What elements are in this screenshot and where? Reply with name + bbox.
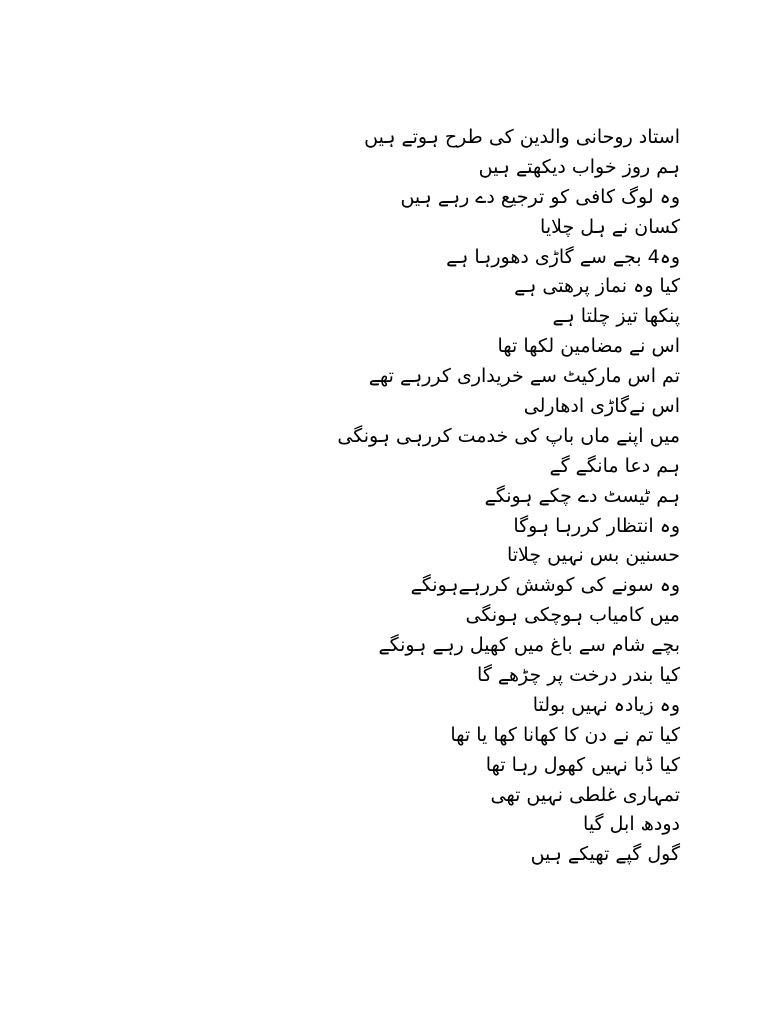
sentence-line-10: اس نےگاڑی ادھارلی	[523, 395, 680, 418]
sentence-line-5: وہ4 بجے سے گاڑی دھورہا ہے	[446, 245, 680, 268]
sentence-line-24: دودھ ابل گیا	[583, 813, 680, 836]
sentence-list	[260, 123, 680, 870]
sentence-line-8: اس نے مضامین لکھا تھا	[497, 335, 680, 358]
sentence-line-21: کیا تم نے دن کا کھانا کھا یا تھا	[450, 723, 680, 746]
sentence-line-17: میں کامیاب ہوچکی ہونگی	[465, 604, 680, 627]
sentence-line-6: کیا وہ نماز پرھتی ہے	[514, 275, 680, 298]
sentence-line-11: میں اپنے ماں باپ کی خدمت کررہی ہونگی	[337, 424, 680, 447]
sentence-line-2: ہم روز خواب دیکھتے ہیں	[478, 155, 680, 178]
sentence-line-25: گول گپے تھیکے ہیں	[530, 843, 680, 866]
sentence-line-12: ہم دعا مانگے گے	[549, 454, 680, 477]
sentence-line-15: حسنین بس نہیں چلاتا	[506, 544, 680, 567]
sentence-line-14: وہ انتظار کررہا ہوگا	[513, 514, 680, 537]
sentence-line-23: تمہاری غلطی نہیں تھی	[490, 783, 680, 806]
sentence-line-20: وہ زیادہ نہیں بولتا	[532, 693, 680, 716]
sentence-line-4: کسان نے ہل چلایا	[540, 215, 680, 238]
sentence-line-1: استاد روحانی والدین کی طرح ہوتے ہیں	[364, 126, 680, 148]
sentence-line-7: پنکھا تیز چلتا ہے	[552, 305, 680, 328]
sentence-line-9: تم اس مارکیٹ سے خریداری کررہے تھے	[368, 365, 680, 388]
sentence-line-13: ہم ٹیسٹ دے چکے ہونگے	[484, 484, 680, 507]
sentence-line-16: وہ سونے کی کوشش کررہےہونگے	[410, 574, 680, 597]
sentence-line-22: کیا ڈبا نہیں کھول رہا تھا	[485, 753, 680, 776]
sentence-line-18: بچے شام سے باغ میں کھیل رہے ہونگے	[378, 634, 680, 657]
sentence-line-19: کیا بندر درخت پر چڑھے گا	[477, 664, 680, 687]
sentence-line-3: وہ لوگ کافی کو ترجیع دے رہے ہیں	[400, 185, 680, 208]
